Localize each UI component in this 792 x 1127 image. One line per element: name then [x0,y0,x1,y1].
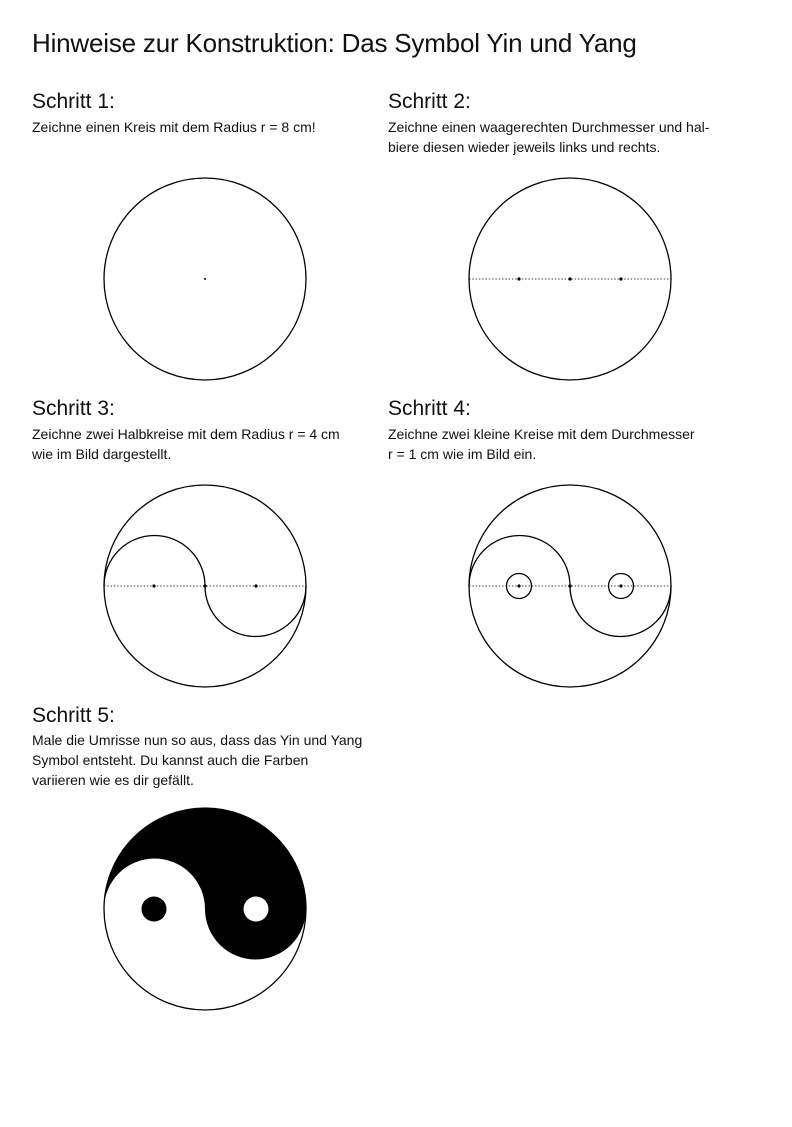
step-1-text-line: Zeichne einen Kreis mit dem Radius r = 8 cm! [32,119,316,135]
right-midpoint [254,584,257,587]
step-3-text-line-1: Zeichne zwei Halbkreise mit dem Radius r = 4 cm [32,426,340,442]
step-3-text-line-2: wie im Bild dargestellt. [32,446,172,462]
step-2-heading: Schritt 2: [388,90,471,113]
step-4-heading: Schritt 4: [388,397,471,420]
step-5-heading: Schritt 5: [32,704,115,727]
right-midpoint [619,277,622,280]
step-3-text [32,424,340,464]
yang-dot [244,897,269,922]
center-point [203,584,206,587]
yin-dot [142,897,167,922]
step-4-text-line-1: Zeichne zwei kleine Kreise mit dem Durchmesser [388,426,695,442]
left-midpoint [517,584,520,587]
center-point [204,278,206,280]
step-2-text-line-2: biere diesen wieder jeweils links und rechts. [388,139,661,155]
step-5-text-line-2: Symbol entsteht. Du kannst auch die Farben [32,752,309,768]
step-5-text-line-1: Male die Umrisse nun so aus, dass das Yin und Yang [32,732,363,748]
page-title: Hinweise zur Konstruktion: Das Symbol Yin und Yang [32,28,637,58]
step-3-heading: Schritt 3: [32,397,115,420]
left-midpoint [517,277,520,280]
step-1-heading: Schritt 1: [32,90,115,113]
step-1-text [32,117,316,137]
yin-yang-symbol [103,807,307,1011]
step-2-figure [468,177,672,381]
step-4-text-line-2: r = 1 cm wie im Bild ein. [388,446,537,462]
step-4-text [388,424,695,464]
step-3-figure [103,484,307,688]
center-point [568,584,571,587]
step-1-figure [103,177,307,381]
step-5-text-line-3: variieren wie es dir gefällt. [32,772,194,788]
step-5-text [32,730,362,790]
left-midpoint [152,584,155,587]
center-point [568,277,571,280]
right-midpoint [619,584,622,587]
step-2-text-line-1: Zeichne einen waagerechten Durchmesser und hal- [388,119,710,135]
step-4-figure [468,484,672,688]
step-2-text [388,117,709,157]
